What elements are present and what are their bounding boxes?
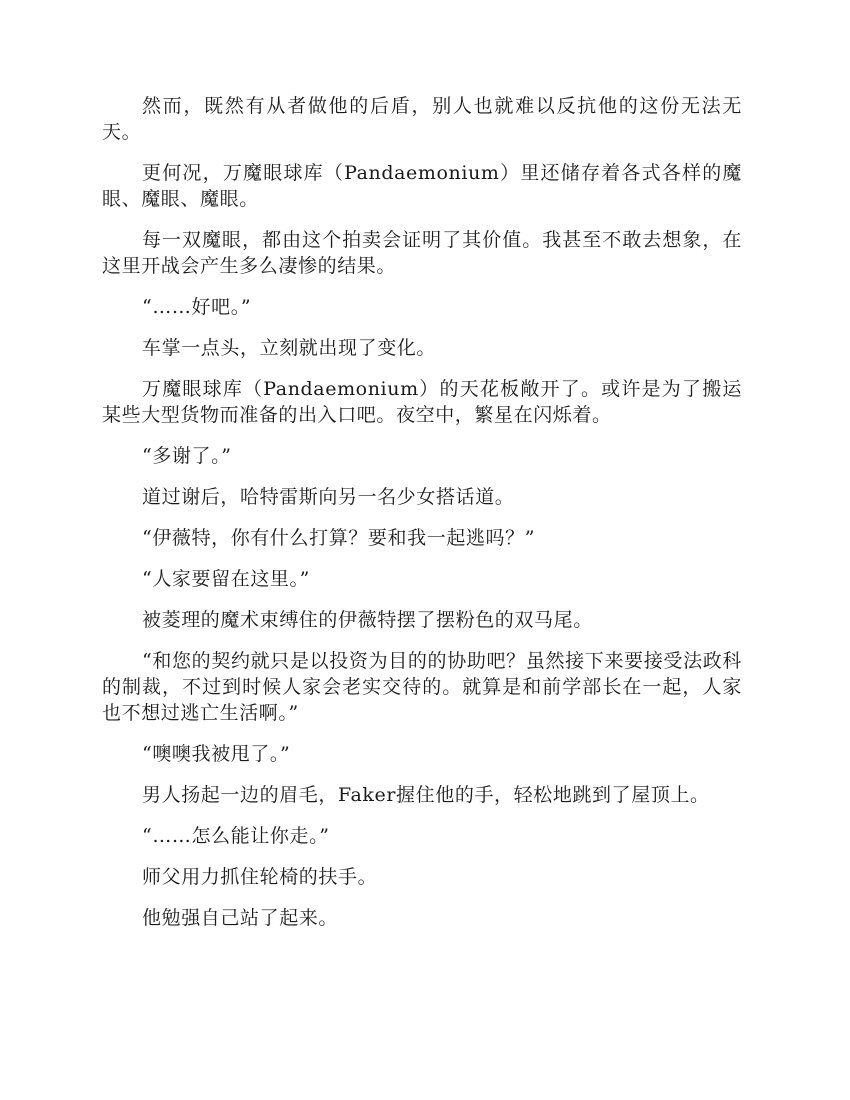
paragraph-10: “人家要留在这里。”: [142, 568, 310, 590]
paragraph-1: 然而，既然有从者做他的后盾，别人也就难以反抗他的这份无法无天。: [102, 95, 742, 143]
paragraph-5: 车掌一点头，立刻就出现了变化。: [142, 337, 437, 359]
paragraph-12: “和您的契约就只是以投资为目的的协助吧？虽然接下来要接受法政科的制裁，不过到时候人家会老实交待的。就算是和前学部长在一起，人家也不想过逃亡生活啊。”: [102, 650, 742, 724]
paragraph-13: “噢噢我被甩了。”: [142, 743, 291, 765]
paragraph-16: 师父用力抓住轮椅的扶手。: [142, 866, 378, 888]
paragraph-14: 男人扬起一边的眉毛，Faker握住他的手，轻松地跳到了屋顶上。: [142, 784, 710, 806]
paragraph-6: 万魔眼球库（Pandaemonium）的天花板敞开了。或许是为了搬运某些大型货物而准备的出入口吧。夜空中，繁星在闪烁着。: [102, 378, 742, 426]
document-page: [102, 93, 742, 946]
paragraph-9: “伊薇特，你有什么打算？要和我一起逃吗？”: [142, 527, 536, 549]
paragraph-15: “……怎么能让你走。”: [142, 825, 330, 847]
paragraph-2: 更何况，万魔眼球库（Pandaemonium）里还储存着各式各样的魔眼、魔眼、魔眼。: [102, 162, 742, 210]
paragraph-3: 每一双魔眼，都由这个拍卖会证明了其价值。我甚至不敢去想象，在这里开战会产生多么凄惨的结果。: [102, 229, 742, 277]
paragraph-4: “……好吧。”: [142, 296, 252, 318]
paragraph-17: 他勉强自己站了起来。: [142, 907, 339, 929]
paragraph-7: “多谢了。”: [142, 445, 232, 467]
paragraph-8: 道过谢后，哈特雷斯向另一名少女搭话道。: [142, 486, 515, 508]
paragraph-11: 被菱理的魔术束缚住的伊薇特摆了摆粉色的双马尾。: [142, 609, 593, 631]
